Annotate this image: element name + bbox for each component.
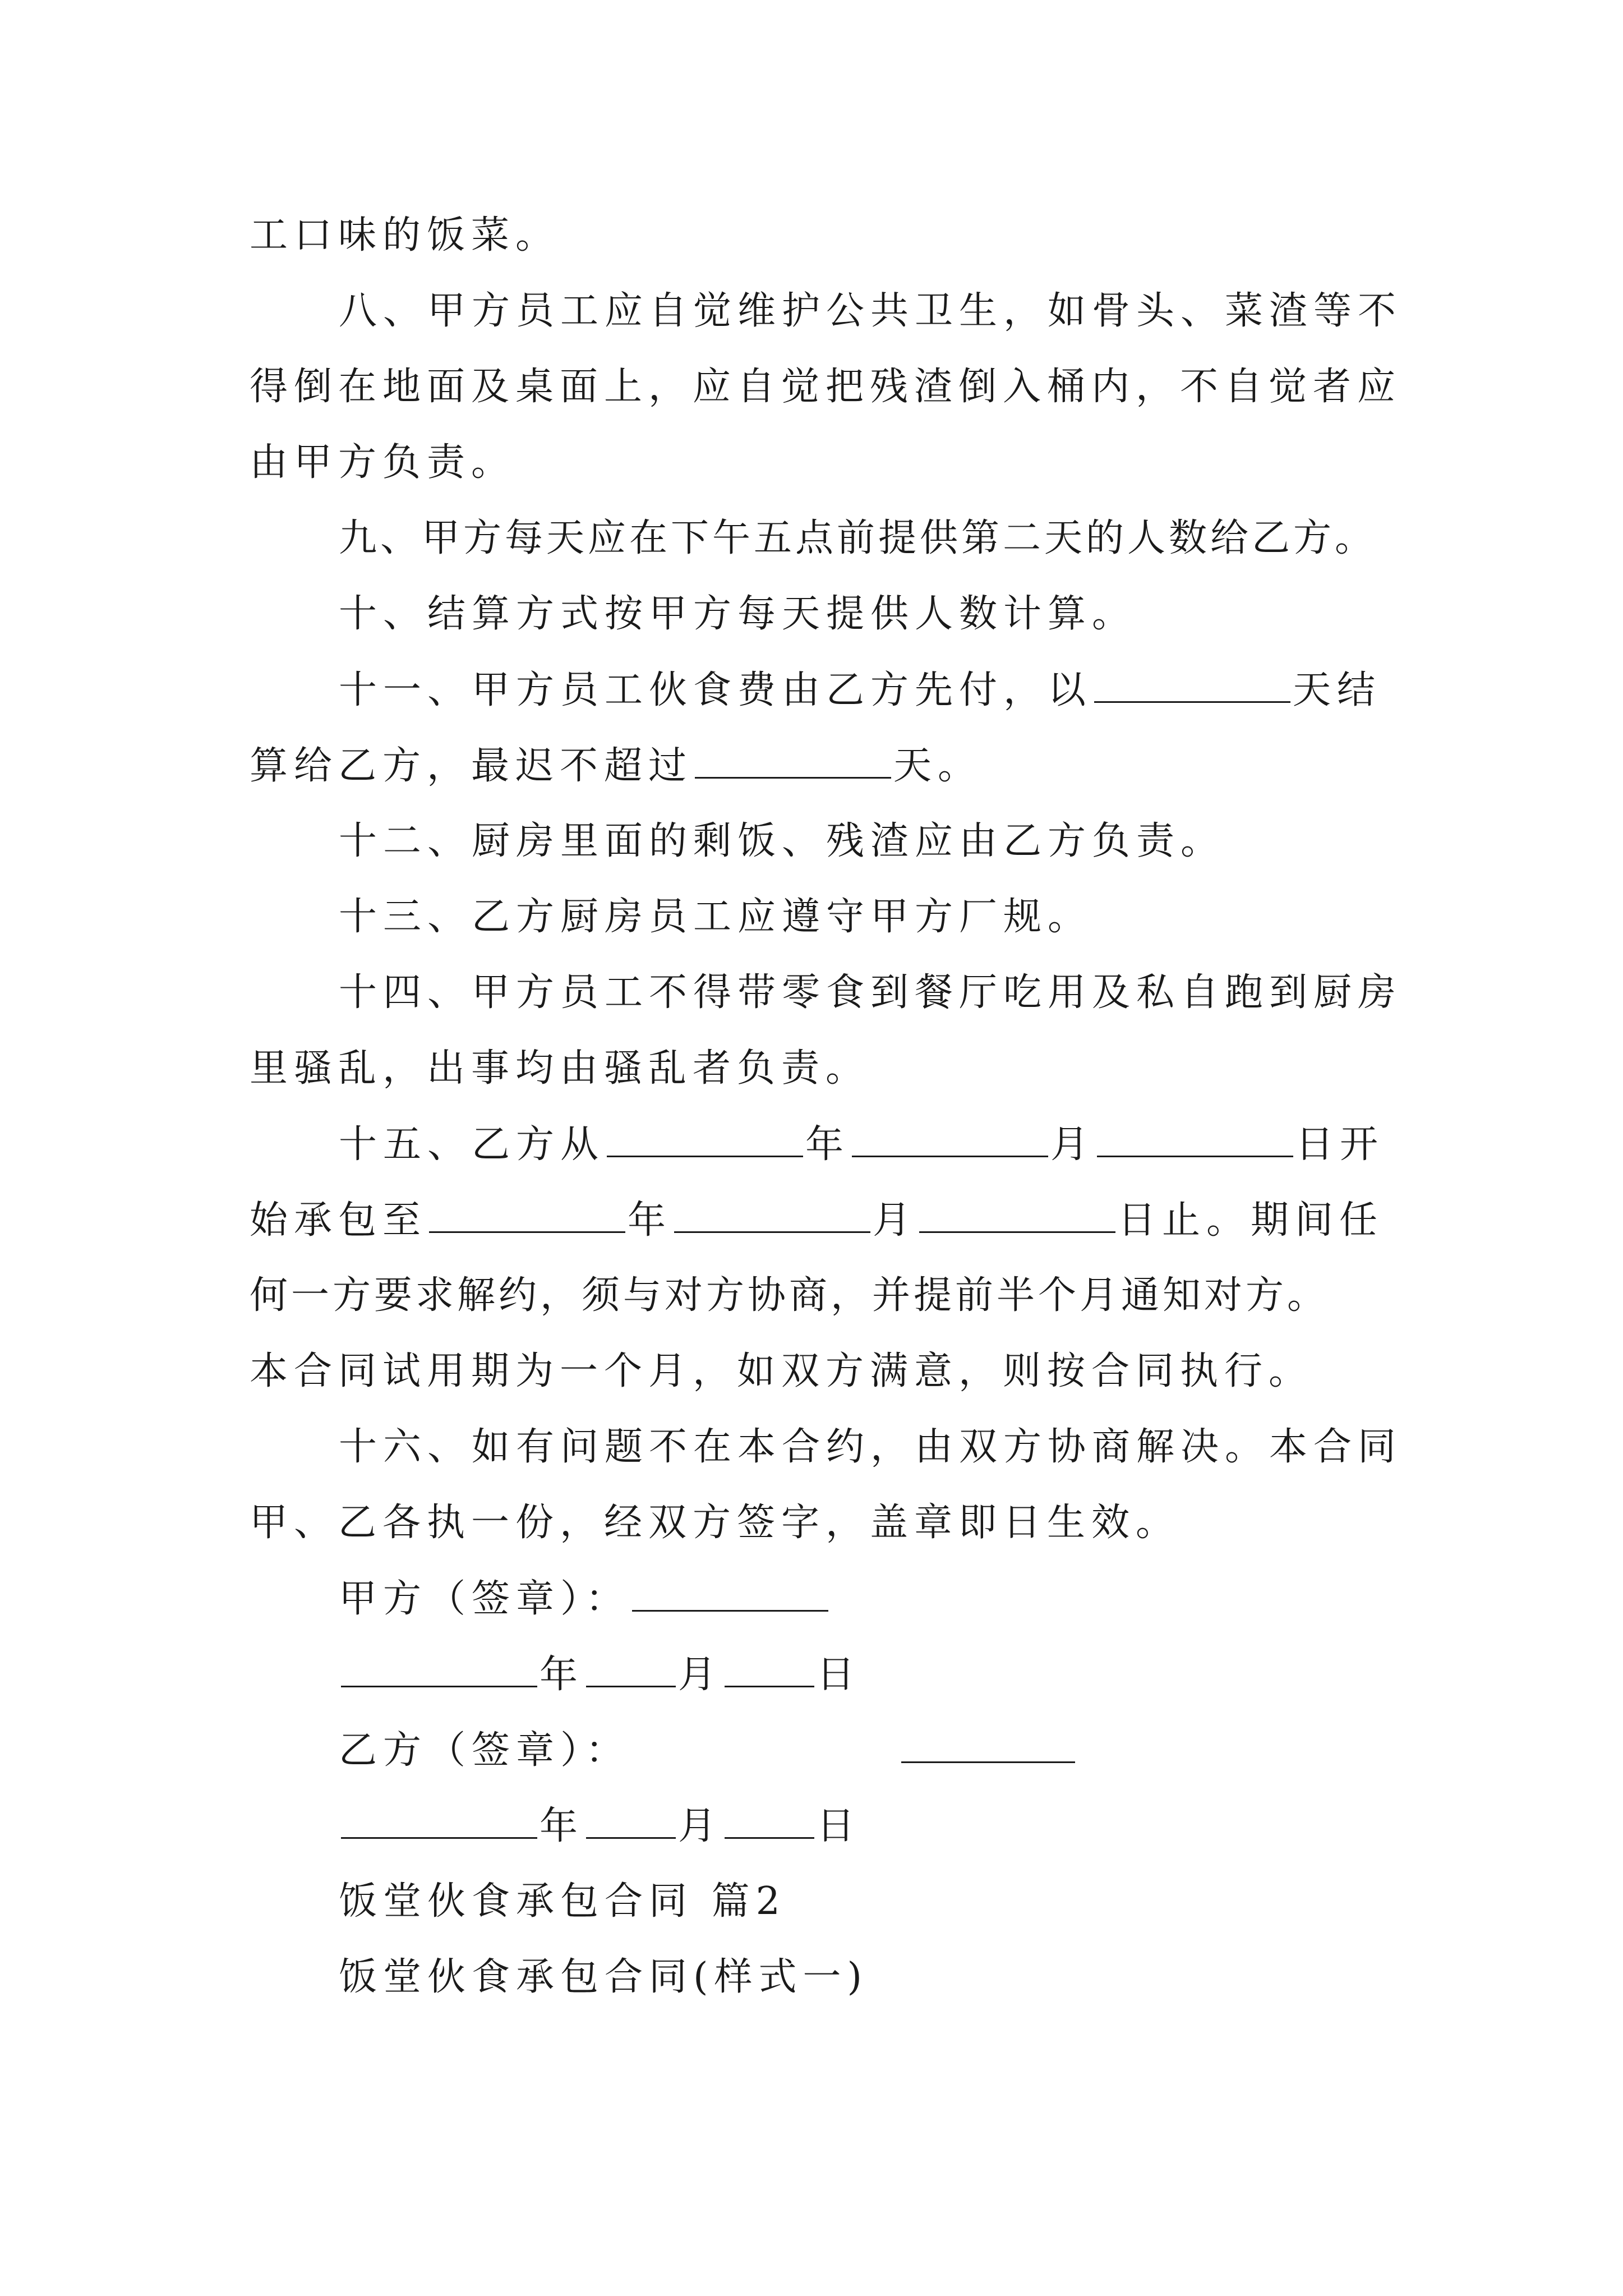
year-label: 年 (628, 1198, 672, 1243)
party-b-signature-blank[interactable] (901, 1728, 1075, 1763)
day-end-label: 日止。期间任 (1118, 1198, 1384, 1243)
clause-15-line-1 (339, 1122, 1483, 1167)
clause-14-line-1: 十四、甲方员工不得带零食到餐厅吃用及私自跑到厨房 (339, 970, 1403, 1015)
max-days-blank[interactable] (695, 743, 891, 779)
end-year-blank[interactable] (429, 1198, 625, 1233)
clause-11-text-c: 算给乙方，最迟不超过 (250, 744, 693, 788)
clause-13: 十三、乙方厨房员工应遵守甲方厂规。 (339, 895, 1092, 939)
party-b-year-blank[interactable] (341, 1803, 537, 1839)
party-b-label: 乙方（签章）： (339, 1728, 630, 1773)
month-label: 月 (678, 1653, 723, 1697)
party-a-date (339, 1652, 1483, 1697)
clause-15-text-b: 始承包至 (250, 1198, 427, 1243)
clause-14-line-2: 里骚乱，出事均由骚乱者负责。 (250, 1046, 870, 1091)
party-a-year-blank[interactable] (341, 1652, 537, 1687)
days-blank[interactable] (1094, 668, 1290, 703)
text-line: 工口味的饭菜。 (250, 213, 560, 257)
month-label: 月 (678, 1804, 723, 1848)
clause-12: 十二、厨房里面的剩饭、残渣应由乙方负责。 (339, 819, 1225, 863)
party-a-signature (339, 1576, 1483, 1621)
clause-11-text-a: 十一、甲方员工伙食费由乙方先付，以 (339, 668, 1092, 712)
day-start-label: 日开 (1295, 1122, 1385, 1167)
start-month-blank[interactable] (852, 1122, 1048, 1157)
month-label: 月 (1050, 1122, 1095, 1167)
section-heading: 饭堂伙食承包合同 篇2 (339, 1879, 786, 1924)
year-label: 年 (805, 1122, 850, 1167)
clause-15-line-4: 本合同试用期为一个月，如双方满意，则按合同执行。 (250, 1349, 1313, 1393)
clause-11-line-2 (250, 743, 1394, 788)
end-month-blank[interactable] (674, 1198, 870, 1233)
party-a-month-blank[interactable] (586, 1652, 676, 1687)
clause-11-text-d: 天。 (893, 744, 983, 788)
clause-8-line-1: 八、甲方员工应自觉维护公共卫生，如骨头、菜渣等不 (339, 289, 1403, 333)
clause-16-line-2: 甲、乙各执一份，经双方签字，盖章即日生效。 (250, 1501, 1181, 1545)
clause-11-text-b: 天结 (1293, 668, 1382, 712)
party-b-signature (339, 1728, 1483, 1773)
party-b-month-blank[interactable] (586, 1803, 676, 1839)
clause-8-line-2: 得倒在地面及桌面上，应自觉把残渣倒入桶内，不自觉者应 (250, 365, 1402, 409)
year-label: 年 (540, 1653, 584, 1697)
clause-10: 十、结算方式按甲方每天提供人数计算。 (339, 592, 1137, 636)
clause-15-line-3: 何一方要求解约，须与对方协商，并提前半个月通知对方。 (250, 1273, 1329, 1318)
sample-heading: 饭堂伙食承包合同(样式一) (339, 1955, 869, 1999)
party-b-date (339, 1803, 1483, 1848)
year-label: 年 (540, 1804, 584, 1848)
party-b-day-blank[interactable] (725, 1803, 814, 1839)
clause-11-line-1 (339, 668, 1483, 712)
clause-15-line-2 (250, 1198, 1394, 1243)
month-label: 月 (873, 1198, 917, 1243)
start-year-blank[interactable] (607, 1122, 803, 1157)
party-a-signature-blank[interactable] (632, 1576, 828, 1612)
clause-16-line-1: 十六、如有问题不在本合约，由双方协商解决。本合同 (339, 1425, 1403, 1469)
start-day-blank[interactable] (1097, 1122, 1293, 1157)
clause-9: 九、甲方每天应在下午五点前提供第二天的人数给乙方。 (339, 516, 1377, 560)
party-a-label: 甲方（签章）： (339, 1577, 630, 1621)
clause-8-line-3: 由甲方负责。 (250, 440, 516, 485)
end-day-blank[interactable] (919, 1198, 1115, 1233)
clause-15-text-a: 十五、乙方从 (339, 1122, 605, 1167)
party-a-day-blank[interactable] (725, 1652, 814, 1687)
day-label: 日 (817, 1804, 861, 1848)
day-label: 日 (817, 1653, 861, 1697)
